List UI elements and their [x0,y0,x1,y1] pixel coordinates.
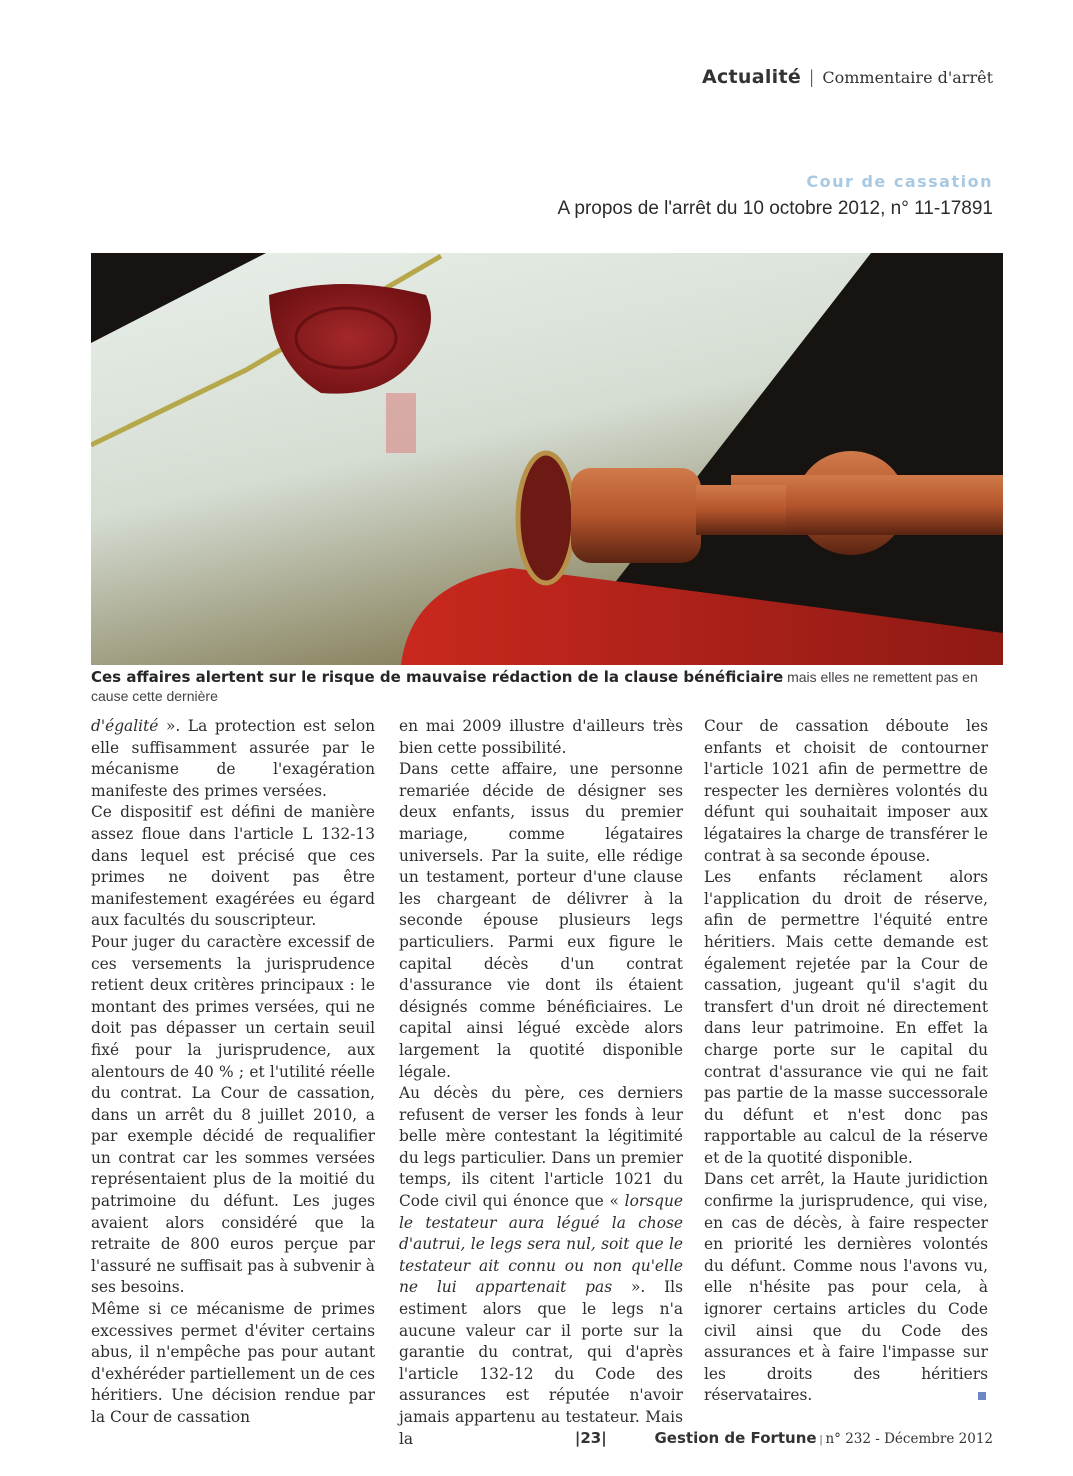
text-fragment: ». Ils estiment alors que le legs n'a aucune valeur car il porte sur la garantie du contrat, qui d'après l'article 132-12 du Code des assurances est réputée n'avoir jamais appartenu au testateur. Mais la [399,1278,684,1448]
caption-bold: Ces affaires alertent sur le risque de mauvaise rédaction de la clause bénéficiaire [91,668,784,686]
paragraph: Même si ce mécanisme de primes excessives permet d'éviter certains abus, il n'empêche pas pour autant d'exhéréder partiellement un de ces héritiers. Une décision rendue par la Cour de cassation [91,1300,375,1426]
end-of-article-square-icon [978,1392,986,1400]
text-fragment: Dans cet arrêt, la Haute juridiction confirme la jurisprudence, qui vise, en cas de décès, à faire respecter en priorité les dernières volontés du défunt. Comme nous l'avons vu, elle n'hésite pas pour cela, à ignorer certains articles du Code civil ainsi que du Code des assurances et à faire l'impasse sur les droits des héritiers réservataires. [704,1170,988,1405]
page-footer [575,1429,993,1448]
subsection-label: Commentaire d'arrêt [822,68,993,87]
paragraph [91,716,375,802]
column-3 [704,716,988,1407]
paragraph: Dans cette affaire, une personne remariée décide de désigner ses deux enfants, issus du premier mariage, comme légataires universels. Par la suite, elle rédige un testament, porteur d'une clause les chargeant de délivrer à la seconde épouse plusieurs legs particuliers. Parmi eux figure le capital décès d'un contrat d'assurance vie dont ils étaient désignés comme bénéficiaires. Le capital ainsi légué excède alors largement la quotité disponible légale. [399,760,683,1081]
italic-fragment: d'égalité [91,717,159,735]
column-1 [91,716,375,1429]
footer-separator: | [819,1434,823,1446]
court-name: Cour de cassation [806,172,993,191]
paragraph: Pour juger du caractère excessif de ces versements la jurisprudence retient deux critères principaux : le montant des primes versées, qui ne doit pas dépasser un certain seuil fixé pour la jurisprudence, aux alentours de 40 % ; et l'utilité réelle du contrat. La Cour de cassation, dans un arrêt du 8 juillet 2010, a par exemple décidé de requalifier un contrat car les sommes versées représentaient plus de la moitié du patrimoine du défunt. Les juges avaient alors considéré que la retraite de 800 euros perçue par l'assuré ne suffisait pas à subvenir à ses besoins. [91,932,375,1297]
text-fragment: Au décès du père, ces derniers refusent de verser les fonds à leur belle mère contestant la légitimité du legs particulier. Dans un premier temps, ils citent l'article 1021 du Code civil qui énonce que « [399,1084,683,1211]
section-header [702,66,993,89]
paragraph: Ce dispositif est défini de manière assez floue dans l'article L 132-13 dans lequel est précisé que ces primes ne doivent pas être manifestement exagérées eu égard aux facultés du souscripteur. [91,803,375,930]
photo-caption [91,668,1003,706]
magazine-name: Gestion de Fortune [654,1429,817,1447]
paragraph: en mai 2009 illustre d'ailleurs très bien cette possibilité. [399,717,683,757]
header-separator: | [809,67,814,88]
italic-quote: lorsque le testateur aura légué la chose d'autrui, le legs sera nul, soit que le testateur ait connu ou non qu'elle ne lui appartenait pas [399,1192,683,1297]
section-label: Actualité [701,66,802,88]
paragraph: Cour de cassation déboute les enfants et choisit de contourner l'article 1021 afin de permettre de respecter les dernières volontés du défunt qui souhaitait imposer aux légataires la charge de transférer le contrat à sa seconde épouse. [704,717,988,865]
ruling-reference: A propos de l'arrêt du 10 octobre 2012, n° 11-17891 [557,198,993,219]
page-number: |23| [574,1429,607,1447]
article-photo [91,253,1003,665]
column-2 [399,716,683,1450]
caption-normal: mais elles ne remettent pas en cause cette dernière [91,669,978,704]
issue-info: n° 232 - Décembre 2012 [825,1431,993,1447]
paragraph [399,1083,683,1450]
paragraph [704,1169,988,1407]
wax-seal-illustration [91,253,1003,665]
paragraph: Les enfants réclament alors l'application du droit de réserve, afin de permettre l'équité entre héritiers. Mais cette demande est également rejetée par la Cour de cassation, jugeant qu'il s'agit du transfert d'un droit né directement dans leur patrimoine. En effet la charge porte sur le capital du contrat d'assurance vie qui ne fait pas partie de la masse successorale du défunt et n'est donc pas rapportable au calcul de la réserve et de la quotité disponible. [704,868,988,1167]
text-fragment: ». La protection est selon elle suffisamment assurée par le mécanisme de l'exagération manifeste des primes versées. [91,717,375,800]
